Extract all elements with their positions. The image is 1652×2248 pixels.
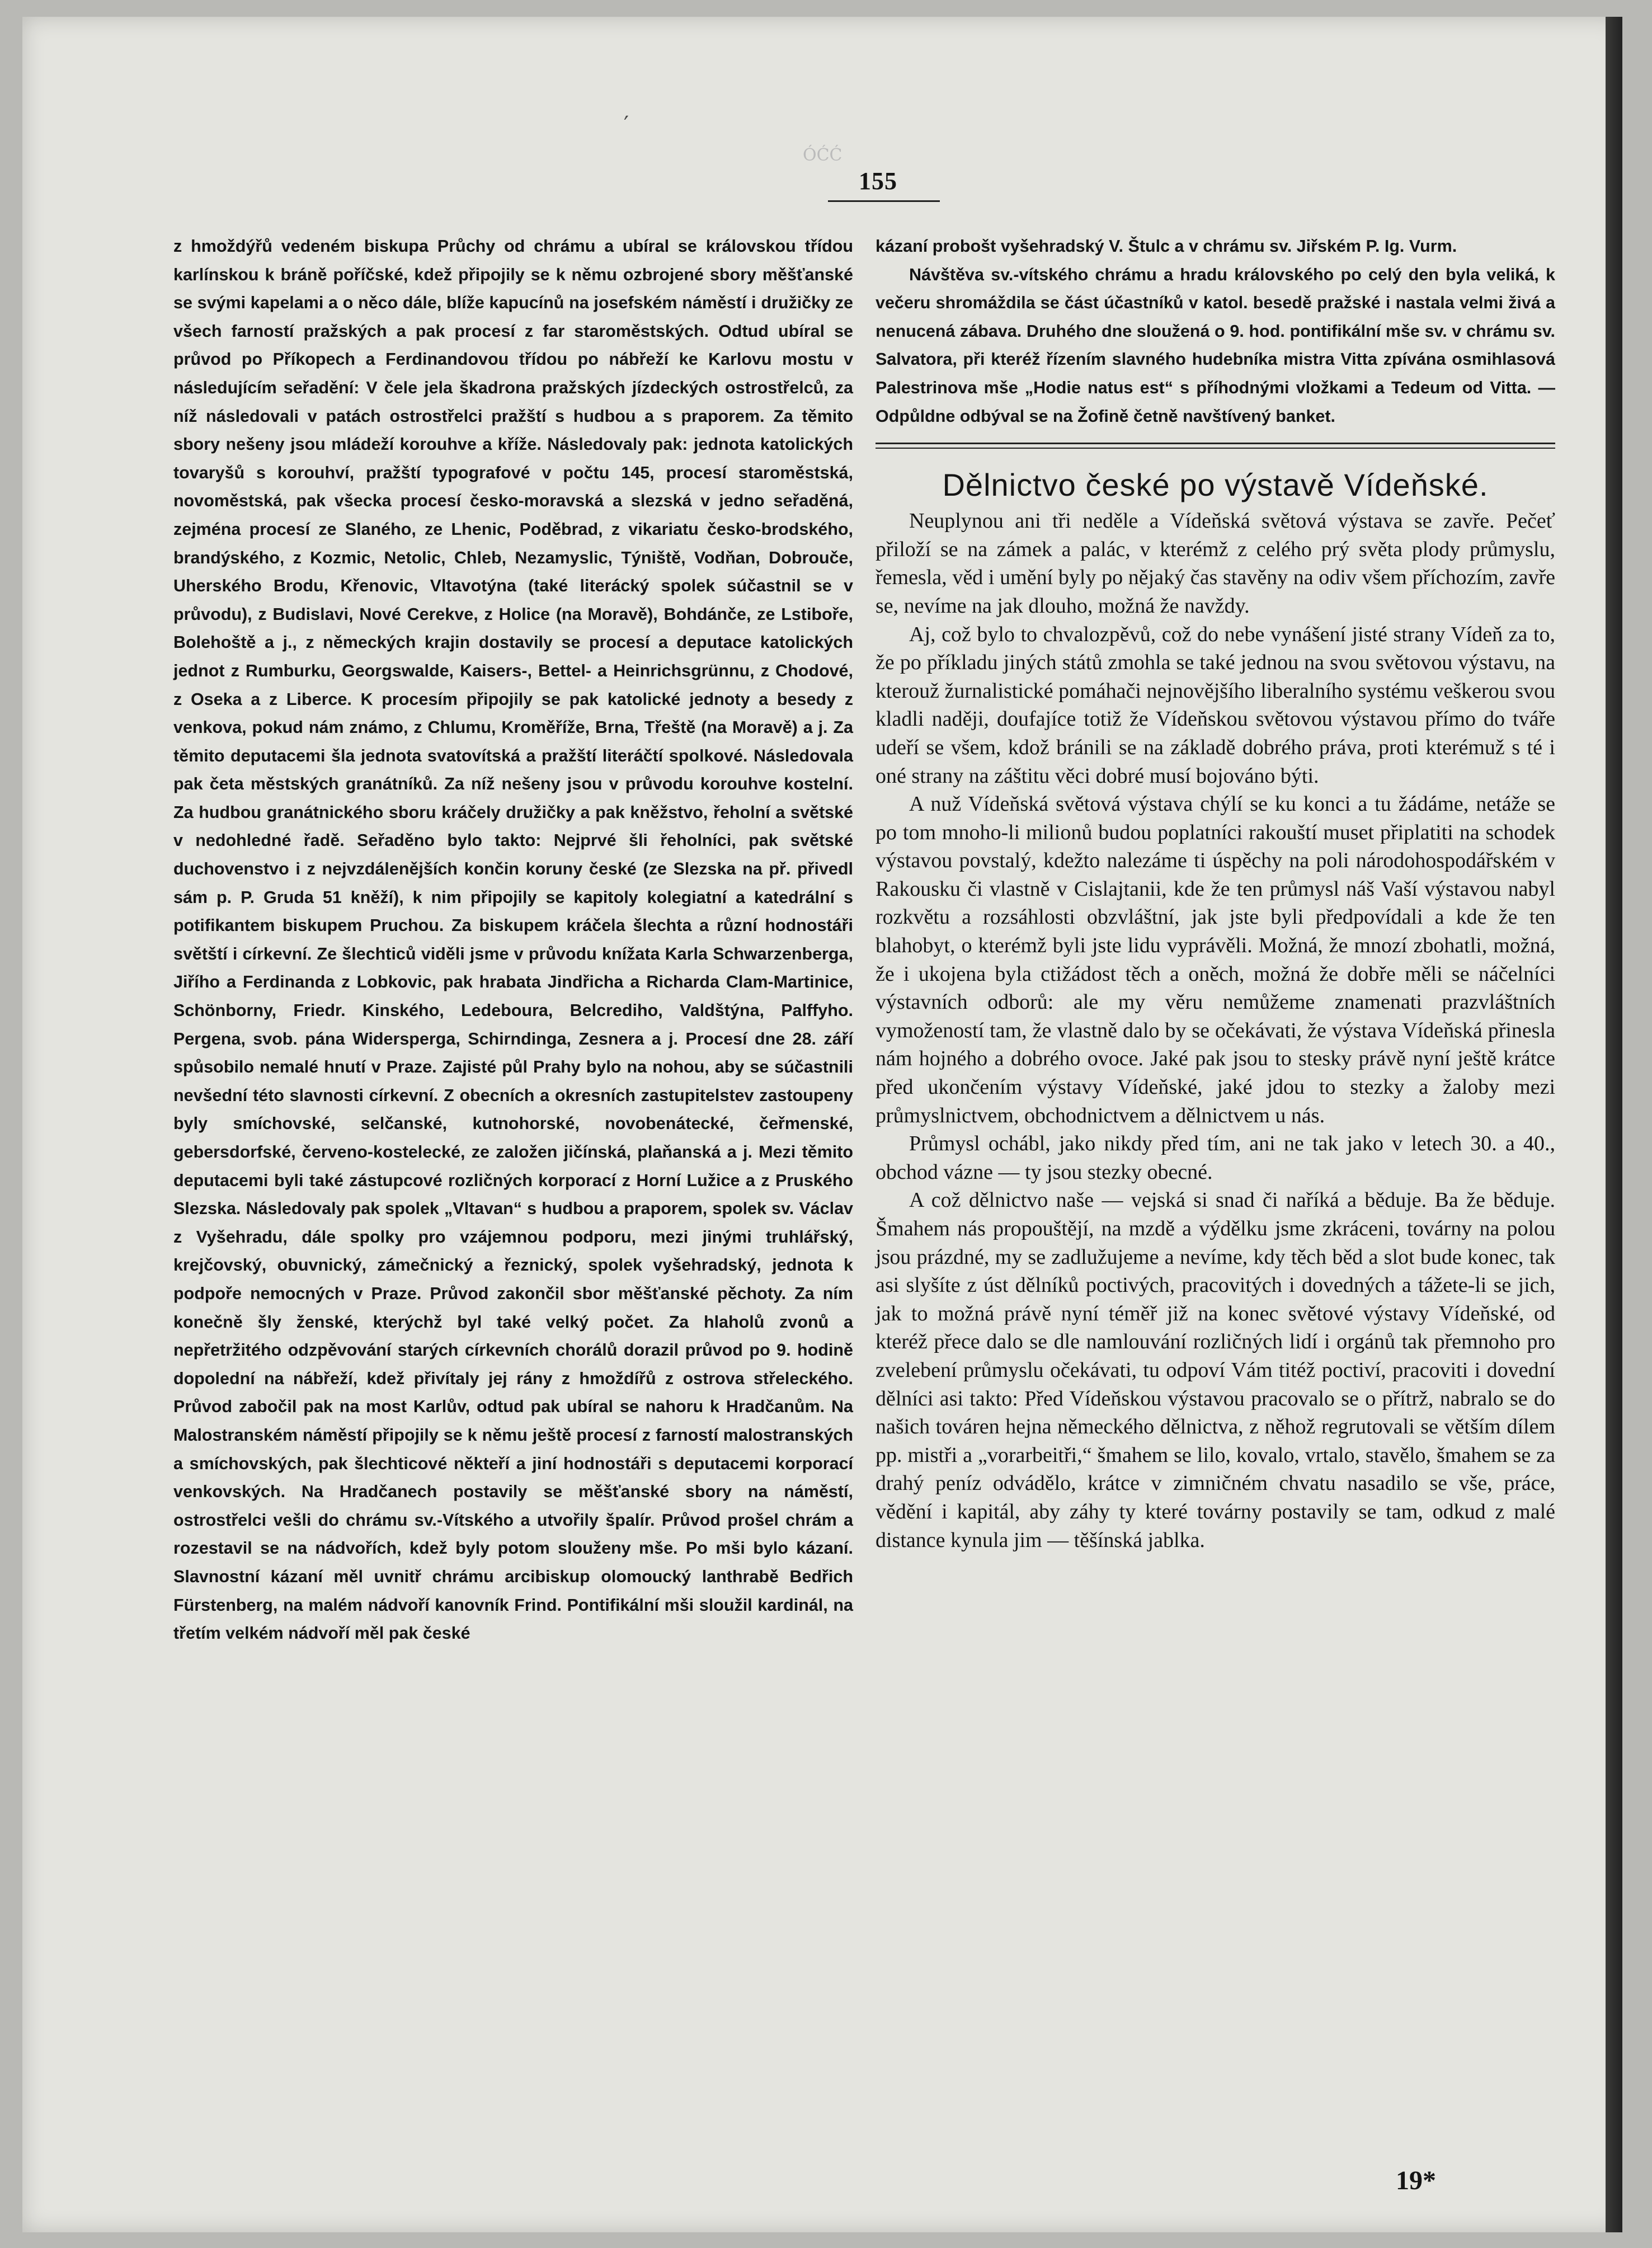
page-number-rule: [828, 200, 940, 202]
article-paragraph: Průmysl ochábl, jako nikdy před tím, ani ne tak jako v letech 30. a 40., obchod vázne — ty jsou stezky obecné.: [876, 1132, 1555, 1184]
right-column: [876, 232, 1555, 1554]
signature-mark: 19*: [1396, 2166, 1436, 2195]
article-body: [876, 507, 1555, 1554]
page-edge-shadow: [1606, 17, 1622, 2232]
right-top-paragraph: kázaní probošt vyšehradský V. Štulc a v chrámu sv. Jiřském P. Ig. Vurm.: [876, 237, 1457, 256]
newspaper-page: [22, 17, 1622, 2232]
section-divider: [876, 443, 1555, 449]
page-number: 155: [859, 167, 897, 195]
right-top-section: [876, 232, 1555, 430]
left-column: [173, 232, 853, 1648]
article-paragraph: A což dělnictvo naše — vejská si snad či naříká a běduje. Ba že běduje. Šmahem nás propouštějí, na mzdě a výdělku jsme zkráceni, továrny na polou jsou prázdné, my se zadlužujeme a nevíme, kdy těch běd a slot bude konec, tak asi slyšíte z úst dělníků poctivých, pracovitých i dovedných a tážete-li se jich, jak to možná právě nyní téměř již na konec světové výstavy Vídeňské, od kteréž přece dalo se dle namlouvání rozličných lidí i orgánů tak přemnoho pro zvelebení průmyslu očekávati, tu odpoví Vám titéž poctiví, pracoviti i dovední dělníci asi takto: Před Vídeňskou výstavou pracovalo se o přítrž, nabralo se do našich továren hejna německého dělnictva, z něhož regrutovali se větším dílem pp. mistři a „vorarbeitři,“ šmahem se lilo, kovalo, vrtalo, stavělo, šmahem se za drahý peníz odvádělo, krátce v zimničném chvatu nasadilo se vše, práce, vědění i kapitál, aby záhy ty které továrny postavily se tam, odkud z malé distance kynula jim — těšínská jablka.: [876, 1188, 1555, 1552]
faint-stamp: ÓĆĆ: [803, 145, 843, 165]
article-paragraph: A nuž Vídeňská světová výstava chýlí se ku konci a tu žádáme, netáže se po tom mnoho-li milionů budou poplatníci rakouští muset připlatiti na schodek výstavou povstalý, kdežto nalezáme ti úspěchy na poli národohospodářském v Rakousku či vlastně v Cislajtanii, kde že ten průmysl náš Vaší výstavou nabyl rozkvětu a rozsáhlosti obzvláštní, jak jste byli předpovídali a kde že ten blahobyt, o kterémž byli jste lidu vyprávěli. Možná, že mnozí zbohatli, možná, že i ukojena byla ctižádost těch a oněch, možná že dobře měli se náčelníci výstavních odborů: ale my věru nemůžeme znamenati prazvláštních vymožeností tam, že vlastně dalo by se očekávati, že výstava Vídeňská přinesla nám hojného a dobrého ovoce. Jaké pak jsou to stesky právě nyní ještě krátce před ukončením výstavy Vídeňské, jaké jdou to stezky a žaloby mezi průmyslnictvem, obchodnictvem a dělnictvem u nás.: [876, 792, 1555, 1127]
article-paragraph: Neuplynou ani tři neděle a Vídeňská světová výstava se zavře. Pečeť přiloží se na zámek a palác, v kterémž z celého prý světa plody průmyslu, řemesla, věd i umění byly po nějaký čas stavěny na odiv všem příchozím, zavře se, nevíme na jak dlouho, možná že navždy.: [876, 509, 1555, 618]
ink-mark: ′: [624, 112, 629, 138]
article-title: Dělnictvo české po výstavě Vídeňské.: [942, 467, 1489, 503]
right-top-paragraph: Návštěva sv.-vítského chrámu a hradu královského po celý den byla veliká, k večeru shromáždila se část účastníků v katol. besedě pražské i nastala velmi živá a nenucená zábava. Druhého dne sloužená o 9. hod. pontifikální mše sv. v chrámu sv. Salvatora, při kteréž řízením slavného hudebníka mistra Vitta zpívána osmihlasová Palestrinova mše „Hodie natus est“ s příhodnými vložkami a Tedeum od Vitta. — Odpůldne odbýval se na Žofině četně navštívený banket.: [876, 265, 1555, 426]
left-paragraph: z hmoždýřů vedeném biskupa Průchy od chrámu a ubíral se královskou třídou karlínskou k bráně poříčské, kdež připojily se k němu ozbrojené sbory měšťanské se svými kapelami a o něco dále, blíže kapucínů na josefském náměstí i družičky ze všech farností pražských a pak procesí z far staroměstských. Odtud ubíral se průvod po Příkopech a Ferdinandovou třídou po nábřeží ke Karlovu mostu v následujícím seřadění: V čele jela škadrona pražských jízdeckých ostrostřelců, za níž následovali v patách ostrostřelci pražští s hudbou a s praporem. Za těmito sbory nešeny jsou mládeží korouhve a kříže. Následovaly pak: jednota katolických tovaryšů s korouhví, pražští typografové v počtu 145, procesí staroměstská, novoměstská, pak všecka procesí česko-moravská a slezská v jedno seřaděná, zejména procesí ze Slaného, ze Lhenic, Poděbrad, z vikariatu česko-brodského, brandýského, z Kozmic, Netolic, Chleb, Nezamyslic, Týniště, Vodňan, Dobrouče, Uherského Brodu, Křenovic, Vltavotýna (také literácký spolek súčastnil se v průvodu), z Budislavi, Nové Cerekve, z Holice (na Moravě), Bohdánče, ze Lstiboře, Bolehoště a j., z německých krajin dostavily se procesí a deputace katolických jednot z Rumburku, Georgswalde, Kaisers-, Bettel- a Heinrichsgrünnu, z Chodové, z Oseka a z Liberce. K procesím připojily se pak katolické jednoty a besedy z venkova, pokud nám známo, z Chlumu, Kroměříže, Brna, Třeště (na Moravě) a j. Za těmito deputacemi šla jednota svatovítská a pražští literáčtí spolkové. Následovala pak četa městských granátníků. Za níž nešeny jsou v průvodu korouhve kostelní. Za hudbou granátnického sboru kráčely družičky a pak kněžstvo, řeholní a světské v nedohledné řadě. Seřaděno bylo takto: Nejprvé šli řeholníci, pak světské duchovenstvo i z nejvzdálenějších končin koruny české (ze Slezska na př. přivedl sám p. P. Gruda 51 kněží), k nim připojily se kapitoly kolegiatní a katedrální s potifikantem biskupem Pruchou. Za biskupem kráčela šlechta a různí hodnostáři světští i církevní. Ze šlechticů viděli jsme v průvodu knížata Karla Schwarzenberga, Jiřího a Ferdinanda z Lobkovic, pak hrabata Jindřicha a Richarda Clam-Martinice, Schönborny, Friedr. Kinského, Ledeboura, Belcrediho, Valdštýna, Palffyho. Pergena, svob. pána Widersperga, Schirndinga, Zesnera a j. Procesí dne 28. září spůsobilo nemalé hnutí v Praze. Zajisté půl Prahy bylo na nohou, aby se súčastnili nevšední této slavnosti církevní. Z obecních a okresních zastupitelstev zastoupeny byly smíchovské, selčanské, kutnohorské, novobenátecké, čeřmenské, gebersdorfské, červeno-kostelecké, ze založen jičínská, plaňanská a j. Mezi těmito deputacemi byli také zástupcové rozličných korporací z Horní Lužice a z Pruského Slezska. Následovaly pak spolek „Vltavan“ s hudbou a praporem, spolek sv. Václav z Vyšehradu, dále spolky pro vzájemnou podporu, mezi jinými truhlářský, krejčovský, obuvnický, zámečnický a řeznický, spolek vyšehradský, jednota k podpoře nemocných v Praze. Průvod zakončil sbor měšťanské pěchoty. Za ním konečně šly ženské, kterýchž byl také velký počet. Za hlaholů zvonů a nepřetržitého odzpěvování starých církevních chorálů dorazil průvod po 9. hodině dopolední na nábřeží, kdež přivítaly jej rány z hmoždířů z ostrova střeleckého. Průvod zabočil pak na most Karlův, odtud pak ubíral se nahoru k Hradčanům. Na Malostranském náměstí připojily se k němu ještě procesí z farností malostranských a smíchovských, pak šlechticové někteří a jiní hodnostáři s deputacemi korporací venkovských. Na Hradčanech postavily se měšťanské sbory na náměstí, ostrostřelci vešli do chrámu sv.-Vítského a utvořily špalír. Průvod prošel chrám a rozestavil se na nádvořích, kdež byly potom slouženy mše. Po mši bylo kázaní. Slavnostní kázaní měl uvnitř chrámu arcibiskup olomoucký lanthrabě Bedřich Fürstenberg, na malém nádvoří kanovník Frind. Pontifikální mši sloužil kardinál, na třetím velkém nádvoří měl pak české: [173, 237, 853, 1643]
article-paragraph: Aj, což bylo to chvalozpěvů, což do nebe vynášení jisté strany Vídeň za to, že po příkladu jiných států zmohla se také jednou na svou světovou výstavu, na kterouž žurnalistické pomáhači nejnovějšího liberalního systému veškerou svou kladli naději, doufajíce totiž že Vídeňskou světovou výstavou přímo do tváře udeří se všem, kdož bránili se na základě dobrého práva, proti kterémuž s té i oné strany na záštitu věci dobré musí bojováno býti.: [876, 622, 1555, 788]
